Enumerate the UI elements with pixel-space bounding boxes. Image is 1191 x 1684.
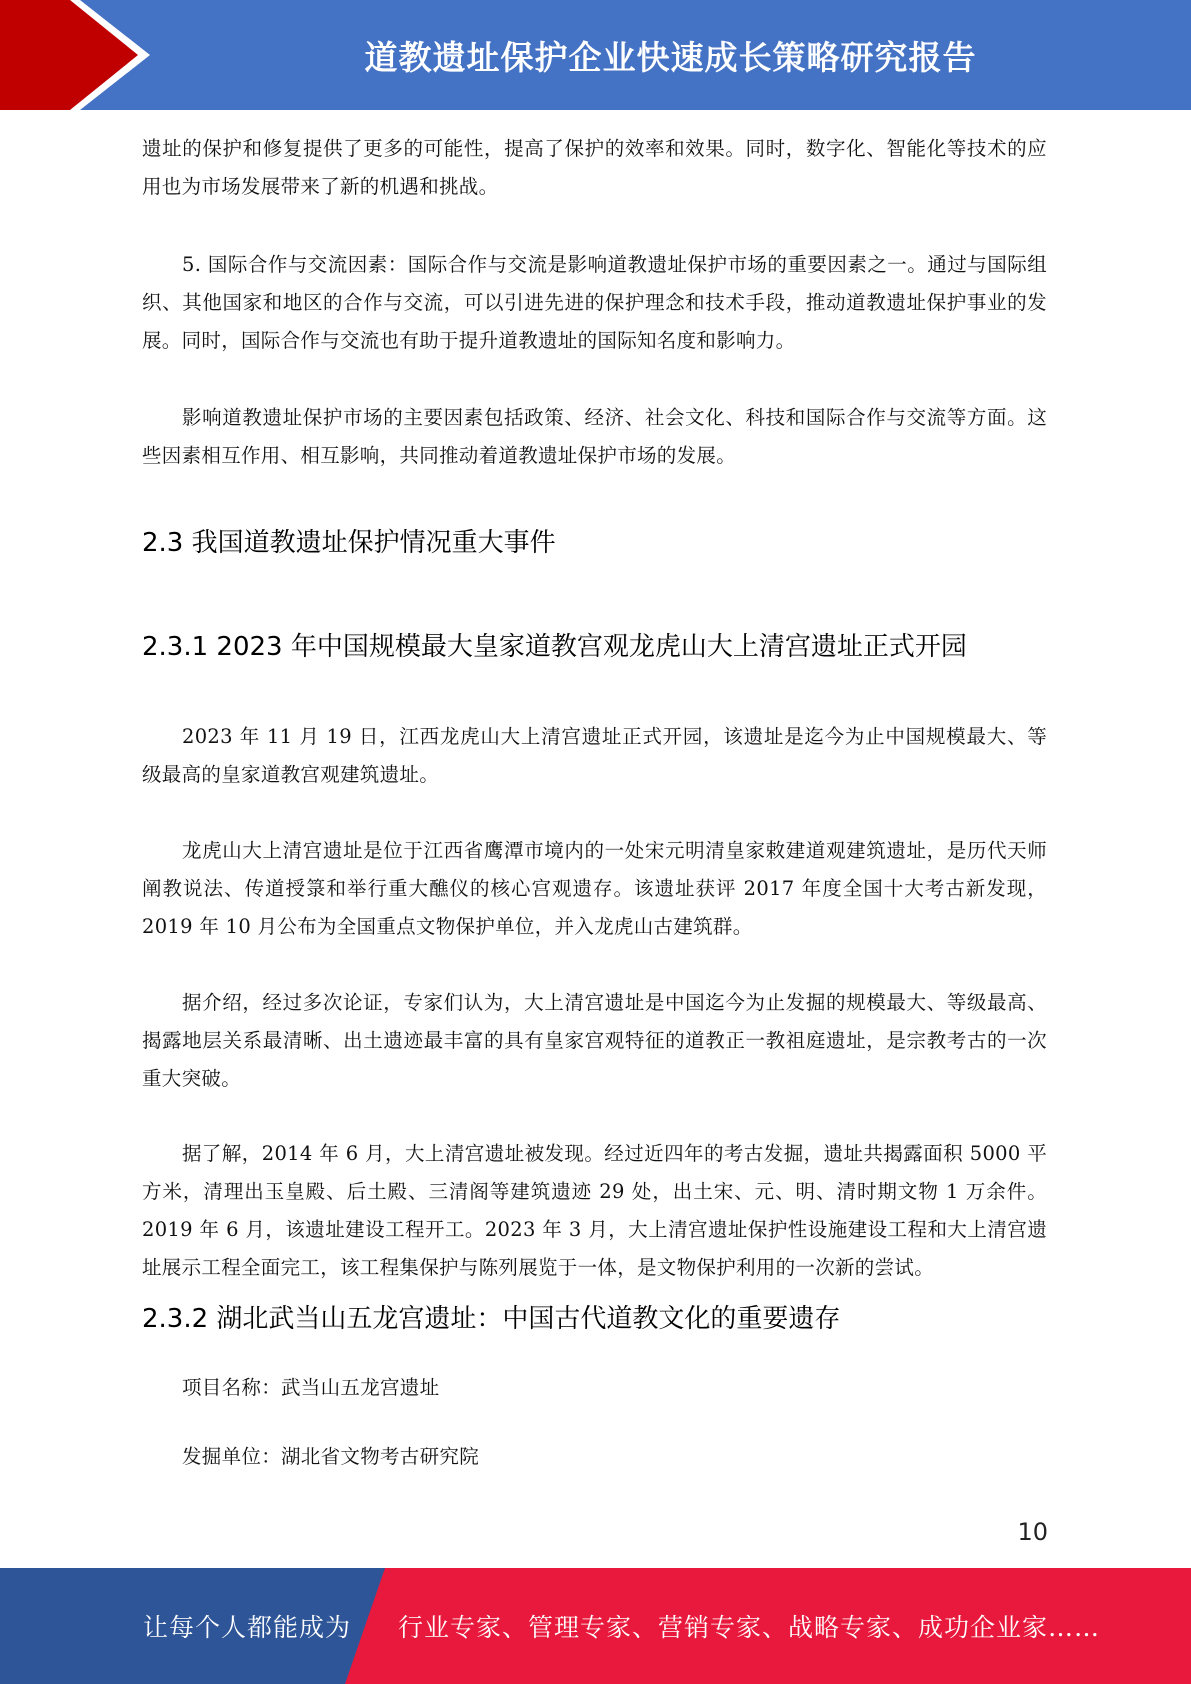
paragraph-continuation — [142, 130, 1047, 206]
paragraph-site-intro — [142, 832, 1047, 946]
paragraph-excavation — [142, 1135, 1047, 1287]
paragraph-expert-view — [142, 984, 1047, 1098]
body-paragraph: 5. 国际合作与交流因素：国际合作与交流是影响道教遗址保护市场的重要因素之一。通过与国际组织、其他国家和地区的合作与交流，可以引进先进的保护理念和技术手段，推动道教遗址保护事业的发展。同时，国际合作与交流也有助于提升道教遗址的国际知名度和影响力。 — [142, 253, 1047, 352]
body-paragraph: 影响道教遗址保护市场的主要因素包括政策、经济、社会文化、科技和国际合作与交流等方面。这些因素相互作用、相互影响，共同推动着道教遗址保护市场的发展。 — [142, 406, 1047, 467]
page-footer — [0, 1568, 1191, 1684]
subsection-heading: 2.3.2 湖北武当山五龙宫遗址：中国古代道教文化的重要遗存 — [142, 1304, 841, 1334]
page-number: 10 — [1017, 1518, 1048, 1546]
body-paragraph: 遗址的保护和修复提供了更多的可能性，提高了保护的效率和效果。同时，数字化、智能化等技术的应用也为市场发展带来了新的机遇和挑战。 — [142, 137, 1047, 198]
body-paragraph: 据介绍，经过多次论证，专家们认为，大上清宫遗址是中国迄今为止发掘的规模最大、等级最高、揭露地层关系最清晰、出土遗迹最丰富的具有皇家宫观特征的道教正一教祖庭遗址，是宗教考古的一次重大突破。 — [142, 991, 1047, 1090]
excavation-unit-line — [142, 1438, 1047, 1476]
section-heading-2-3 — [142, 522, 1047, 559]
page-header — [0, 0, 1191, 110]
report-title: 道教遗址保护企业快速成长策略研究报告 — [364, 37, 977, 77]
paragraph-opening — [142, 718, 1047, 794]
body-paragraph: 项目名称：武当山五龙宫遗址 — [182, 1376, 440, 1399]
subsection-heading: 2.3.1 2023 年中国规模最大皇家道教宫观龙虎山大上清宫遗址正式开园 — [142, 632, 967, 662]
header-chevron-icon — [0, 0, 138, 110]
section-heading-2-3-1 — [142, 626, 1047, 663]
section-heading-2-3-2 — [142, 1298, 1047, 1335]
body-paragraph: 2023 年 11 月 19 日，江西龙虎山大上清宫遗址正式开园，该遗址是迄今为止中国规模最大、等级最高的皇家道教宫观建筑遗址。 — [142, 725, 1047, 786]
body-paragraph: 发掘单位：湖北省文物考古研究院 — [182, 1445, 480, 1468]
section-heading: 2.3 我国道教遗址保护情况重大事件 — [142, 528, 556, 558]
paragraph-international — [142, 246, 1047, 360]
body-paragraph: 据了解，2014 年 6 月，大上清宫遗址被发现。经过近四年的考古发掘，遗址共揭露面积 5000 平方米，清理出玉皇殿、后土殿、三清阁等建筑遗迹 29 处，出土宋、元、明、清时期文物 1 万余件。2019 年 6 月，该遗址建设工程开工。2023 年 3 月，大上清宫遗址保护性设施建设工程和大上清宫遗址展示工程全面完工，该工程集保护与陈列展览于一体，是文物保护利用的一次新的尝试。 — [142, 1142, 1047, 1279]
project-name-line — [142, 1369, 1047, 1407]
footer-slogan-left: 让每个人都能成为 — [143, 1613, 352, 1642]
body-paragraph: 龙虎山大上清宫遗址是位于江西省鹰潭市境内的一处宋元明清皇家敕建道观建筑遗址，是历代天师阐教说法、传道授箓和举行重大醮仪的核心宫观遗存。该遗址获评 2017 年度全国十大考古新发现，2019 年 10 月公布为全国重点文物保护单位，并入龙虎山古建筑群。 — [142, 839, 1047, 938]
paragraph-summary — [142, 399, 1047, 475]
footer-slogan-right: 行业专家、管理专家、营销专家、战略专家、成功企业家…… — [398, 1613, 1101, 1642]
